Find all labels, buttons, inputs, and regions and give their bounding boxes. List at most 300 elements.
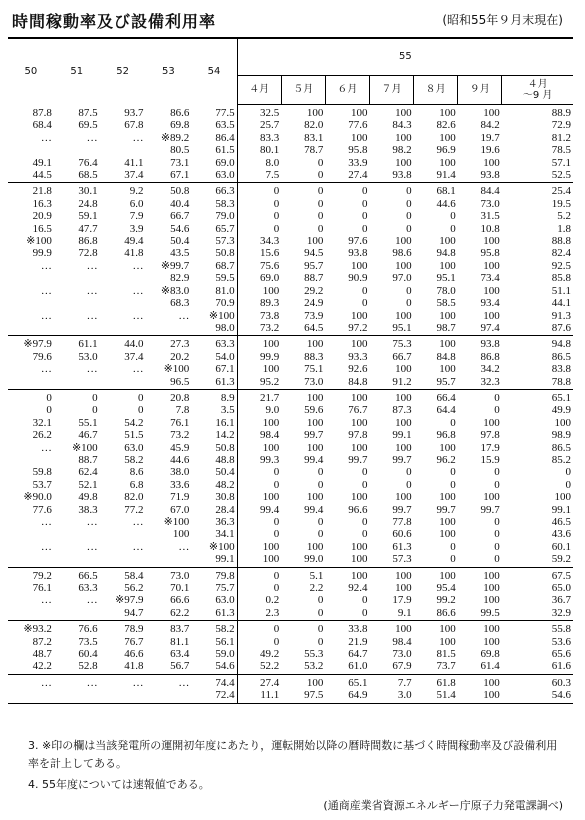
table-cell: 25.4 (551, 185, 571, 198)
table-cell: 100 (439, 309, 456, 322)
station-group (8, 389, 573, 567)
table-cell: 63.3 (78, 582, 98, 595)
year-header: 52 (100, 38, 146, 105)
table-cell: ※93.2 (23, 623, 52, 636)
table-cell: 15.9 (480, 453, 500, 466)
table-cell: 65.6 (551, 648, 571, 661)
note-3-text: ※印の欄は当該発電所の運開初年度にあたり，運転開始以降の暦時間数に基づく時間稼動率及び設備利用率を計上してある。 (28, 739, 558, 770)
table-row (8, 247, 573, 259)
table-cell: 49.2 (237, 648, 281, 660)
table-cell: 93.8 (480, 338, 500, 351)
table-cell: … (86, 259, 98, 272)
table-cell: 0 (137, 391, 144, 404)
table-cell: 99.4 (304, 453, 324, 466)
table-cell: 100 (483, 582, 500, 595)
table-cell: 99.4 (237, 504, 281, 516)
table-cell: 93.8 (348, 247, 368, 260)
table-cell: 94.7 (100, 607, 146, 621)
table-row (8, 648, 573, 660)
table-cell (54, 322, 100, 336)
table-cell: 100 (350, 107, 368, 119)
table-row (8, 183, 573, 198)
table-cell: 61.0 (325, 660, 369, 674)
table-cell: 100 (350, 569, 368, 582)
table-cell: 61.3 (191, 607, 237, 621)
table-cell (100, 689, 146, 703)
table-cell: 0 (565, 478, 571, 491)
table-cell: 100 (350, 338, 368, 351)
table-cell: … (86, 676, 98, 689)
table-row (8, 363, 573, 375)
table-cell: 100 (395, 309, 412, 322)
table-cell: 44.6 (436, 197, 456, 210)
table-cell: 0 (361, 594, 368, 607)
table-cell: 0 (494, 404, 500, 417)
table-row (8, 336, 573, 351)
table-cell: 82.9 (170, 272, 190, 285)
table-cell: 0 (317, 594, 324, 607)
table-cell: 100 (439, 528, 456, 541)
table-cell: 0 (325, 607, 369, 621)
table-cell: 100 (350, 309, 368, 322)
table-cell: 3.5 (220, 404, 235, 417)
table-cell: 34.2 (480, 363, 500, 376)
table-cell: 0 (450, 416, 456, 429)
table-cell: 100 (395, 491, 412, 504)
table-cell: 0 (494, 391, 500, 404)
table-cell: 0 (361, 478, 368, 491)
table-cell: 0 (317, 623, 324, 636)
table-row (8, 376, 573, 390)
table-cell: 58.2 (124, 453, 144, 466)
table-cell: 66.4 (436, 391, 456, 404)
table-cell: 0 (494, 516, 500, 528)
table-cell: 98.7 (414, 322, 458, 336)
table-cell: … (178, 309, 190, 322)
table-cell: 48.2 (215, 478, 235, 491)
table-cell: 0 (361, 210, 368, 223)
table-cell: 21.8 (32, 185, 52, 198)
table-cell: 86.6 (170, 106, 190, 119)
table-cell (145, 553, 191, 567)
table-cell: 100 (306, 491, 324, 504)
table-cell: 77.8 (392, 516, 412, 528)
table-cell: 86.5 (551, 350, 571, 363)
table-cell: 2.3 (237, 607, 281, 621)
table-cell: 68.3 (170, 297, 190, 310)
table-cell: 100 (439, 259, 456, 272)
table-cell: 50.8 (215, 441, 235, 454)
table-cell: 100 (483, 284, 500, 297)
table-cell: 0 (317, 210, 324, 223)
table-cell: 67.0 (170, 503, 190, 516)
table-cell: 100 (439, 569, 456, 582)
table-cell: 87.6 (502, 322, 573, 336)
table-cell: 44.1 (551, 297, 571, 310)
table-cell (145, 322, 191, 336)
table-cell: 100 (395, 441, 412, 454)
table-cell: 59.1 (78, 210, 98, 223)
table-cell: 87.8 (32, 106, 52, 119)
table-cell: 46.7 (78, 429, 98, 442)
table-cell: 100 (439, 491, 456, 504)
table-cell: 3.9 (129, 222, 144, 235)
table-cell: … (86, 516, 98, 528)
table-cell (8, 297, 54, 309)
table-cell: 41.1 (124, 156, 144, 169)
table-cell: 0 (317, 516, 324, 528)
table-cell: 0 (406, 222, 412, 235)
table-cell: 100 (439, 441, 456, 454)
table-cell: 81.5 (436, 648, 456, 661)
table-cell: 78.8 (502, 376, 573, 390)
table-cell: 99.1 (191, 553, 237, 567)
table-cell: 63.0 (215, 594, 235, 607)
table-cell: 82.6 (436, 119, 456, 132)
table-cell: 0.2 (237, 594, 281, 606)
table-cell: 100 (439, 363, 456, 376)
table-cell: … (132, 676, 144, 689)
table-cell: 75.7 (215, 582, 235, 595)
table-cell: … (178, 540, 190, 553)
table-cell: 0 (237, 479, 281, 491)
station-group (8, 183, 573, 336)
table-cell: 92.6 (348, 363, 368, 376)
table-cell (54, 689, 100, 703)
table-cell: 100 (395, 259, 412, 272)
month-header: ８月 (414, 76, 458, 105)
table-cell: 21.9 (348, 635, 368, 648)
table-cell: 82.4 (551, 247, 571, 260)
table-cell: 0 (458, 553, 502, 567)
table-cell (100, 322, 146, 336)
table-cell: 73.0 (392, 648, 412, 661)
table-cell: 80.5 (170, 144, 190, 157)
table-cell: 16.5 (32, 222, 52, 235)
table-cell: … (132, 540, 144, 553)
table-cell: 79.8 (215, 569, 235, 582)
table-row (8, 310, 573, 322)
table-cell: 66.7 (392, 350, 412, 363)
source-note: (通商産業省資源エネルギー庁原子力発電課調べ) (323, 799, 563, 812)
table-cell: 67.1 (145, 169, 191, 183)
table-cell: 100 (483, 635, 500, 648)
table-cell: 93.4 (480, 297, 500, 310)
table-cell: 99.5 (458, 607, 502, 621)
table-cell: 6.8 (129, 478, 144, 491)
table-cell: 19.7 (480, 131, 500, 144)
table-row (8, 621, 573, 636)
table-cell: 0 (406, 185, 412, 198)
table-cell: 8.0 (237, 157, 281, 169)
table-row (8, 272, 573, 284)
table-cell: 28.4 (215, 503, 235, 516)
table-cell: 95.1 (369, 322, 413, 336)
table-cell: 0 (92, 391, 98, 404)
table-cell: 54.6 (502, 689, 573, 703)
month-header: ７月 (369, 76, 413, 105)
table-cell: 72.4 (191, 689, 237, 703)
table-cell (8, 689, 54, 703)
table-cell: 100 (350, 131, 368, 144)
table-cell: 100 (483, 259, 500, 272)
month-header: ６月 (325, 76, 369, 105)
month-header: ９月 (458, 76, 502, 105)
table-cell: 100 (350, 391, 368, 404)
table-cell: 86.4 (215, 131, 235, 144)
table-cell: 16.3 (32, 197, 52, 210)
table-cell: 0 (361, 516, 368, 528)
table-cell: 0 (317, 466, 324, 479)
table-cell (100, 553, 146, 567)
table-cell: 51.1 (551, 284, 571, 297)
table-cell: 24.9 (304, 297, 324, 310)
table-cell: ※89.2 (160, 131, 190, 144)
table-cell: ※100 (208, 540, 235, 553)
table-cell: 79.6 (32, 350, 52, 363)
table-cell: … (86, 540, 98, 553)
table-cell: 99.7 (348, 453, 368, 466)
table-cell: 52.8 (54, 660, 100, 674)
table-cell: 0 (317, 156, 324, 169)
table-cell: 21.7 (237, 389, 281, 404)
table-cell: 69.5 (78, 119, 98, 132)
table-cell: 100 (395, 416, 412, 429)
table-row (8, 297, 573, 309)
table-cell (54, 144, 100, 156)
table-cell: 8.9 (220, 391, 235, 404)
table-cell: 61.6 (502, 660, 573, 674)
table-cell: 86.8 (78, 235, 98, 248)
table-cell: 73.7 (414, 660, 458, 674)
table-cell (8, 528, 54, 540)
table-cell: 58.5 (436, 297, 456, 310)
table-cell: 100 (439, 131, 456, 144)
table-cell: 27.4 (237, 674, 281, 689)
table-cell: 73.8 (237, 310, 281, 322)
table-cell: 100 (554, 416, 571, 429)
table-cell: 58.2 (215, 623, 235, 636)
table-cell: 29.2 (304, 284, 324, 297)
table-cell: 0 (565, 466, 571, 479)
table-cell: 20.8 (170, 391, 190, 404)
table-cell: 82.0 (124, 491, 144, 504)
table-cell: 93.8 (458, 169, 502, 183)
table-cell: 63.4 (170, 648, 190, 661)
table-cell: 96.2 (436, 453, 456, 466)
table-cell: 76.7 (348, 404, 368, 417)
table-cell (54, 553, 100, 567)
table-cell: 88.8 (551, 235, 571, 248)
table-cell: 44.5 (8, 169, 54, 183)
table-cell: 100 (483, 107, 500, 119)
table-cell: 77.6 (32, 503, 52, 516)
table-cell: 100 (306, 416, 324, 429)
table-row (8, 660, 573, 674)
note-4-number: 4. (28, 778, 39, 791)
table-cell: 83.8 (551, 363, 571, 376)
table-cell: 14.2 (215, 429, 235, 442)
table-cell: 100 (237, 541, 281, 553)
table-cell: 97.8 (480, 429, 500, 442)
table-cell: 87.5 (78, 106, 98, 119)
table-cell: 75.1 (304, 363, 324, 376)
table-cell (8, 376, 54, 390)
table-cell: 99.7 (392, 503, 412, 516)
table-cell: 53.7 (32, 478, 52, 491)
table-cell: 30.8 (215, 491, 235, 504)
table-cell: 59.2 (502, 553, 573, 567)
table-cell: … (40, 363, 52, 376)
table-cell: 41.8 (124, 247, 144, 260)
table-cell: 59.0 (215, 648, 235, 661)
table-cell (8, 607, 54, 621)
note-4-text: 55年度については速報値である。 (42, 778, 210, 791)
table-cell: 99.7 (304, 429, 324, 442)
table-cell: 5.1 (309, 569, 324, 582)
table-cell: 0 (281, 169, 325, 183)
table-cell: 49.9 (551, 404, 571, 417)
table-cell: 61.1 (78, 338, 98, 351)
table-cell: 63.0 (191, 169, 237, 183)
table-cell: 0 (450, 210, 456, 223)
table-cell: 0 (406, 197, 412, 210)
table-cell: 46.5 (551, 516, 571, 528)
table-cell: 68.7 (215, 259, 235, 272)
rate-table-container (8, 37, 573, 704)
table-cell: 10.8 (480, 222, 500, 235)
table-cell: 76.7 (124, 635, 144, 648)
table-cell: 100 (350, 540, 368, 553)
table-cell: 33.9 (348, 156, 368, 169)
table-cell: 95.7 (304, 259, 324, 272)
table-cell: 88.9 (551, 107, 571, 119)
table-row (8, 235, 573, 247)
table-cell: 84.3 (392, 119, 412, 132)
table-cell: … (132, 131, 144, 144)
table-cell: 41.8 (100, 660, 146, 674)
table-row (8, 553, 573, 567)
table-cell: 32.5 (237, 105, 281, 120)
table-cell: 65.1 (551, 391, 571, 404)
table-cell: 50.4 (170, 235, 190, 248)
table-cell: 54.0 (215, 350, 235, 363)
table-cell: … (86, 131, 98, 144)
table-cell: 100 (350, 259, 368, 272)
table-cell: 65.0 (551, 582, 571, 595)
table-cell (8, 272, 54, 284)
table-cell: 78.7 (304, 144, 324, 157)
table-cell: 0 (317, 197, 324, 210)
table-row (8, 157, 573, 169)
table-cell: 0 (406, 478, 412, 491)
table-cell: 9.1 (369, 607, 413, 621)
table-cell: 73.9 (304, 309, 324, 322)
table-cell: 73.1 (170, 156, 190, 169)
table-cell: 56.7 (145, 660, 191, 674)
table-cell: 94.8 (436, 247, 456, 260)
table-cell: 7.9 (129, 210, 144, 223)
table-cell: 100 (237, 417, 281, 429)
table-cell: 0 (494, 466, 500, 479)
table-cell: 52.2 (237, 660, 281, 674)
table-cell: 0 (92, 404, 98, 417)
table-cell: 75.6 (237, 260, 281, 272)
table-cell: … (132, 284, 144, 297)
table-cell: 52.5 (502, 169, 573, 183)
table-cell: 67.5 (551, 569, 571, 582)
table-row (8, 169, 573, 183)
table-cell: 100 (483, 594, 500, 607)
table-cell: 97.6 (348, 235, 368, 248)
table-cell: 51.4 (414, 689, 458, 703)
table-cell: 66.6 (170, 594, 190, 607)
table-cell: 95.4 (436, 582, 456, 595)
table-cell: 69.0 (237, 272, 281, 284)
table-cell: 84.4 (480, 185, 500, 198)
table-cell: 33.8 (348, 623, 368, 636)
table-cell: 54.6 (170, 222, 190, 235)
table-cell: 55.3 (304, 648, 324, 661)
table-cell: 83.7 (170, 623, 190, 636)
table-cell: 98.4 (237, 429, 281, 441)
table-cell: 0 (237, 516, 281, 528)
table-row (8, 466, 573, 478)
table-cell (100, 376, 146, 390)
table-row (8, 442, 573, 454)
table-cell: 0 (361, 222, 368, 235)
table-cell: 81.2 (551, 131, 571, 144)
table-cell: 100 (350, 416, 368, 429)
table-row (8, 429, 573, 441)
table-row (8, 322, 573, 336)
table-cell: 3.0 (369, 689, 413, 703)
table-cell: ※100 (163, 516, 190, 528)
table-cell (54, 297, 100, 309)
table-cell: 36.7 (551, 594, 571, 607)
table-cell: 86.5 (551, 441, 571, 454)
table-cell: 92.4 (348, 582, 368, 595)
table-cell: 64.4 (436, 404, 456, 417)
table-cell: 56.1 (215, 635, 235, 648)
table-cell: 100 (395, 391, 412, 404)
table-cell: 61.4 (458, 660, 502, 674)
table-cell: 88.7 (304, 272, 324, 285)
table-cell: 11.1 (237, 689, 281, 703)
table-cell: 99.3 (237, 454, 281, 466)
table-cell: 9.0 (237, 404, 281, 416)
table-cell: 100 (395, 623, 412, 636)
table-cell (145, 689, 191, 703)
table-cell: 64.7 (348, 648, 368, 661)
table-cell: 53.2 (281, 660, 325, 674)
table-cell: 52.1 (78, 478, 98, 491)
table-cell (54, 272, 100, 284)
table-cell: 62.2 (145, 607, 191, 621)
table-cell: 57.3 (369, 553, 413, 567)
table-cell: 58.3 (215, 197, 235, 210)
table-cell: 79.0 (215, 210, 235, 223)
table-cell: 0 (237, 582, 281, 594)
table-cell: 0 (450, 478, 456, 491)
table-row (8, 567, 573, 582)
table-cell: 95.7 (414, 376, 458, 390)
table-cell: 0 (237, 636, 281, 648)
table-cell: 16.1 (215, 416, 235, 429)
month-header: ５月 (281, 76, 325, 105)
table-cell: ※100 (71, 441, 98, 454)
table-cell: 76.1 (32, 582, 52, 595)
